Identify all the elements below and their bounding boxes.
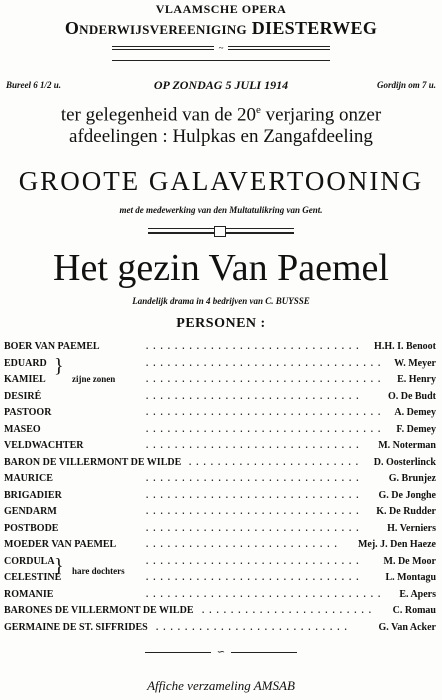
ornament-flourish-icon: ~ xyxy=(214,44,228,52)
cast-row xyxy=(0,506,442,523)
cast-actor: F. Demey xyxy=(396,423,436,435)
cast-role: MAURICE xyxy=(4,473,53,484)
cast-actor: H.H. I. Benoot xyxy=(374,341,436,352)
brace-daughters-icon: } xyxy=(54,555,64,577)
cast-row xyxy=(0,523,442,540)
cast-actor: Mej. J. Den Haeze xyxy=(357,539,436,550)
opera-name: VLAAMSCHE OPERA xyxy=(155,2,287,16)
cast-role: VELDWACHTER xyxy=(4,440,84,451)
cast-row xyxy=(0,355,442,377)
cast-actor: M. Noterman xyxy=(378,440,436,451)
leader-dots: ........................ xyxy=(189,456,363,467)
ornament-rule-middle xyxy=(148,226,294,236)
cast-actor: D. Oosterlinck xyxy=(373,456,436,468)
curtain-time: Gordijn om 7 u. xyxy=(376,80,436,90)
cast-role: EDUARD xyxy=(4,357,47,369)
cast-row xyxy=(0,440,442,457)
cast-role: CELESTINE xyxy=(4,572,62,583)
cast-actor: A. Demey xyxy=(394,407,436,418)
organisation-prefix: Onderwijsvereeniging xyxy=(64,18,247,38)
cast-role: GENDARM xyxy=(4,506,57,517)
cast-role: POSTBODE xyxy=(4,522,59,534)
cast-actor: M. De Moor xyxy=(383,555,436,567)
cast-row xyxy=(0,341,442,358)
cast-actor: G. De Jonghe xyxy=(378,489,436,501)
cast-role: BRIGADIER xyxy=(4,489,62,501)
cast-role: CORDULA xyxy=(4,555,55,567)
cast-actor: K. De Rudder xyxy=(376,506,436,517)
occasion-line-2: afdeelingen : Hulpkas en Zangafdeeling xyxy=(69,126,373,147)
cast-row xyxy=(0,424,442,441)
play-title: Het gezin Van Paemel xyxy=(53,247,389,289)
cast-role: ROMANIE xyxy=(4,588,54,600)
leader-dots: .............................. xyxy=(146,473,364,483)
leader-dots: .............................. xyxy=(146,489,364,500)
cast-actor: C. Romau xyxy=(392,605,436,616)
organisation-name xyxy=(0,18,442,39)
cast-role: BARONES DE VILLERMONT DE WILDE xyxy=(4,605,194,616)
ornament-rule-top xyxy=(112,44,330,54)
cast-role: BARON DE VILLERMONT DE WILDE xyxy=(4,456,182,468)
leader-dots: .............................. xyxy=(146,341,364,351)
cast-row xyxy=(0,589,442,606)
leader-dots: .............................. xyxy=(146,506,364,516)
cast-actor: E. Apers xyxy=(399,588,436,600)
play-subtitle: Landelijk drama in 4 bedrijven van C. BUYSSE xyxy=(132,296,310,306)
cast-role: MOEDER VAN PAEMEL xyxy=(4,539,117,550)
cast-row xyxy=(0,556,442,573)
ornament-rule-bottom xyxy=(145,648,297,658)
cast-role: MASEO xyxy=(4,423,41,435)
cast-actor: G. Van Acker xyxy=(378,621,436,633)
cast-actor: O. De Budt xyxy=(387,390,436,402)
cast-row xyxy=(0,490,442,507)
cast-row xyxy=(0,605,442,622)
cast-row xyxy=(0,572,442,589)
brace-sons-icon: } xyxy=(54,355,64,377)
leader-dots: ................................. xyxy=(146,423,386,434)
cast-row xyxy=(0,622,442,639)
ornament-square-icon xyxy=(214,226,226,237)
organisation-title: DIESTERWEG xyxy=(251,18,378,38)
leader-dots: ................................. xyxy=(146,588,386,599)
ornament-flourish-bottom-icon: ∽ xyxy=(211,648,231,657)
leader-dots: .............................. xyxy=(146,522,364,533)
cast-role: PASTOOR xyxy=(4,407,52,418)
cast-actor: H. Verniers xyxy=(387,522,436,534)
gala-title: GROOTE GALAVERTOONING xyxy=(18,166,424,196)
ornament-rule-second xyxy=(112,58,330,68)
cast-actor: E. Henry xyxy=(397,374,436,385)
cast-row xyxy=(0,473,442,490)
cast-actor: G. Brunjez xyxy=(388,473,436,484)
cast-actor: W. Meyer xyxy=(394,357,436,369)
cast-role: KAMIEL xyxy=(4,374,46,385)
occasion-line-1: ter gelegenheid van de 20e verjaring onzer xyxy=(60,104,382,126)
leader-dots: ................................. xyxy=(146,374,386,384)
cast-row xyxy=(0,539,442,556)
leader-dots: ........................... xyxy=(146,539,342,549)
leader-dots: .............................. xyxy=(146,390,364,401)
leader-dots: ................................. xyxy=(146,407,386,417)
cast-row xyxy=(0,391,442,408)
note-daughters: hare dochters xyxy=(72,566,125,576)
cast-row xyxy=(0,457,442,474)
leader-dots: .............................. xyxy=(146,555,364,566)
cast-actor: L. Montagu xyxy=(385,572,436,583)
cast-role: GERMAINE DE ST. SIFFRIDES xyxy=(4,621,148,633)
cast-row xyxy=(0,407,442,424)
gala-subtitle: met de medewerking van den Multatulikring van Gent. xyxy=(119,205,323,215)
cast-role: DESIRÉ xyxy=(4,390,42,402)
archive-credit: Affiche verzameling AMSAB xyxy=(147,678,295,693)
note-sons: zijne zonen xyxy=(72,374,116,384)
cast-role: BOER VAN PAEMEL xyxy=(4,341,100,352)
leader-dots: ........................ xyxy=(202,605,376,615)
performance-date: OP ZONDAG 5 JULI 1914 xyxy=(153,78,289,92)
cast-row xyxy=(0,374,442,391)
cast-heading: PERSONEN : xyxy=(176,316,266,331)
box-office-time: Bureel 6 1/2 u. xyxy=(6,80,62,90)
leader-dots: .............................. xyxy=(146,440,364,450)
leader-dots: ................................. xyxy=(146,357,386,368)
leader-dots: ........................... xyxy=(156,621,352,632)
leader-dots: .............................. xyxy=(146,572,364,582)
